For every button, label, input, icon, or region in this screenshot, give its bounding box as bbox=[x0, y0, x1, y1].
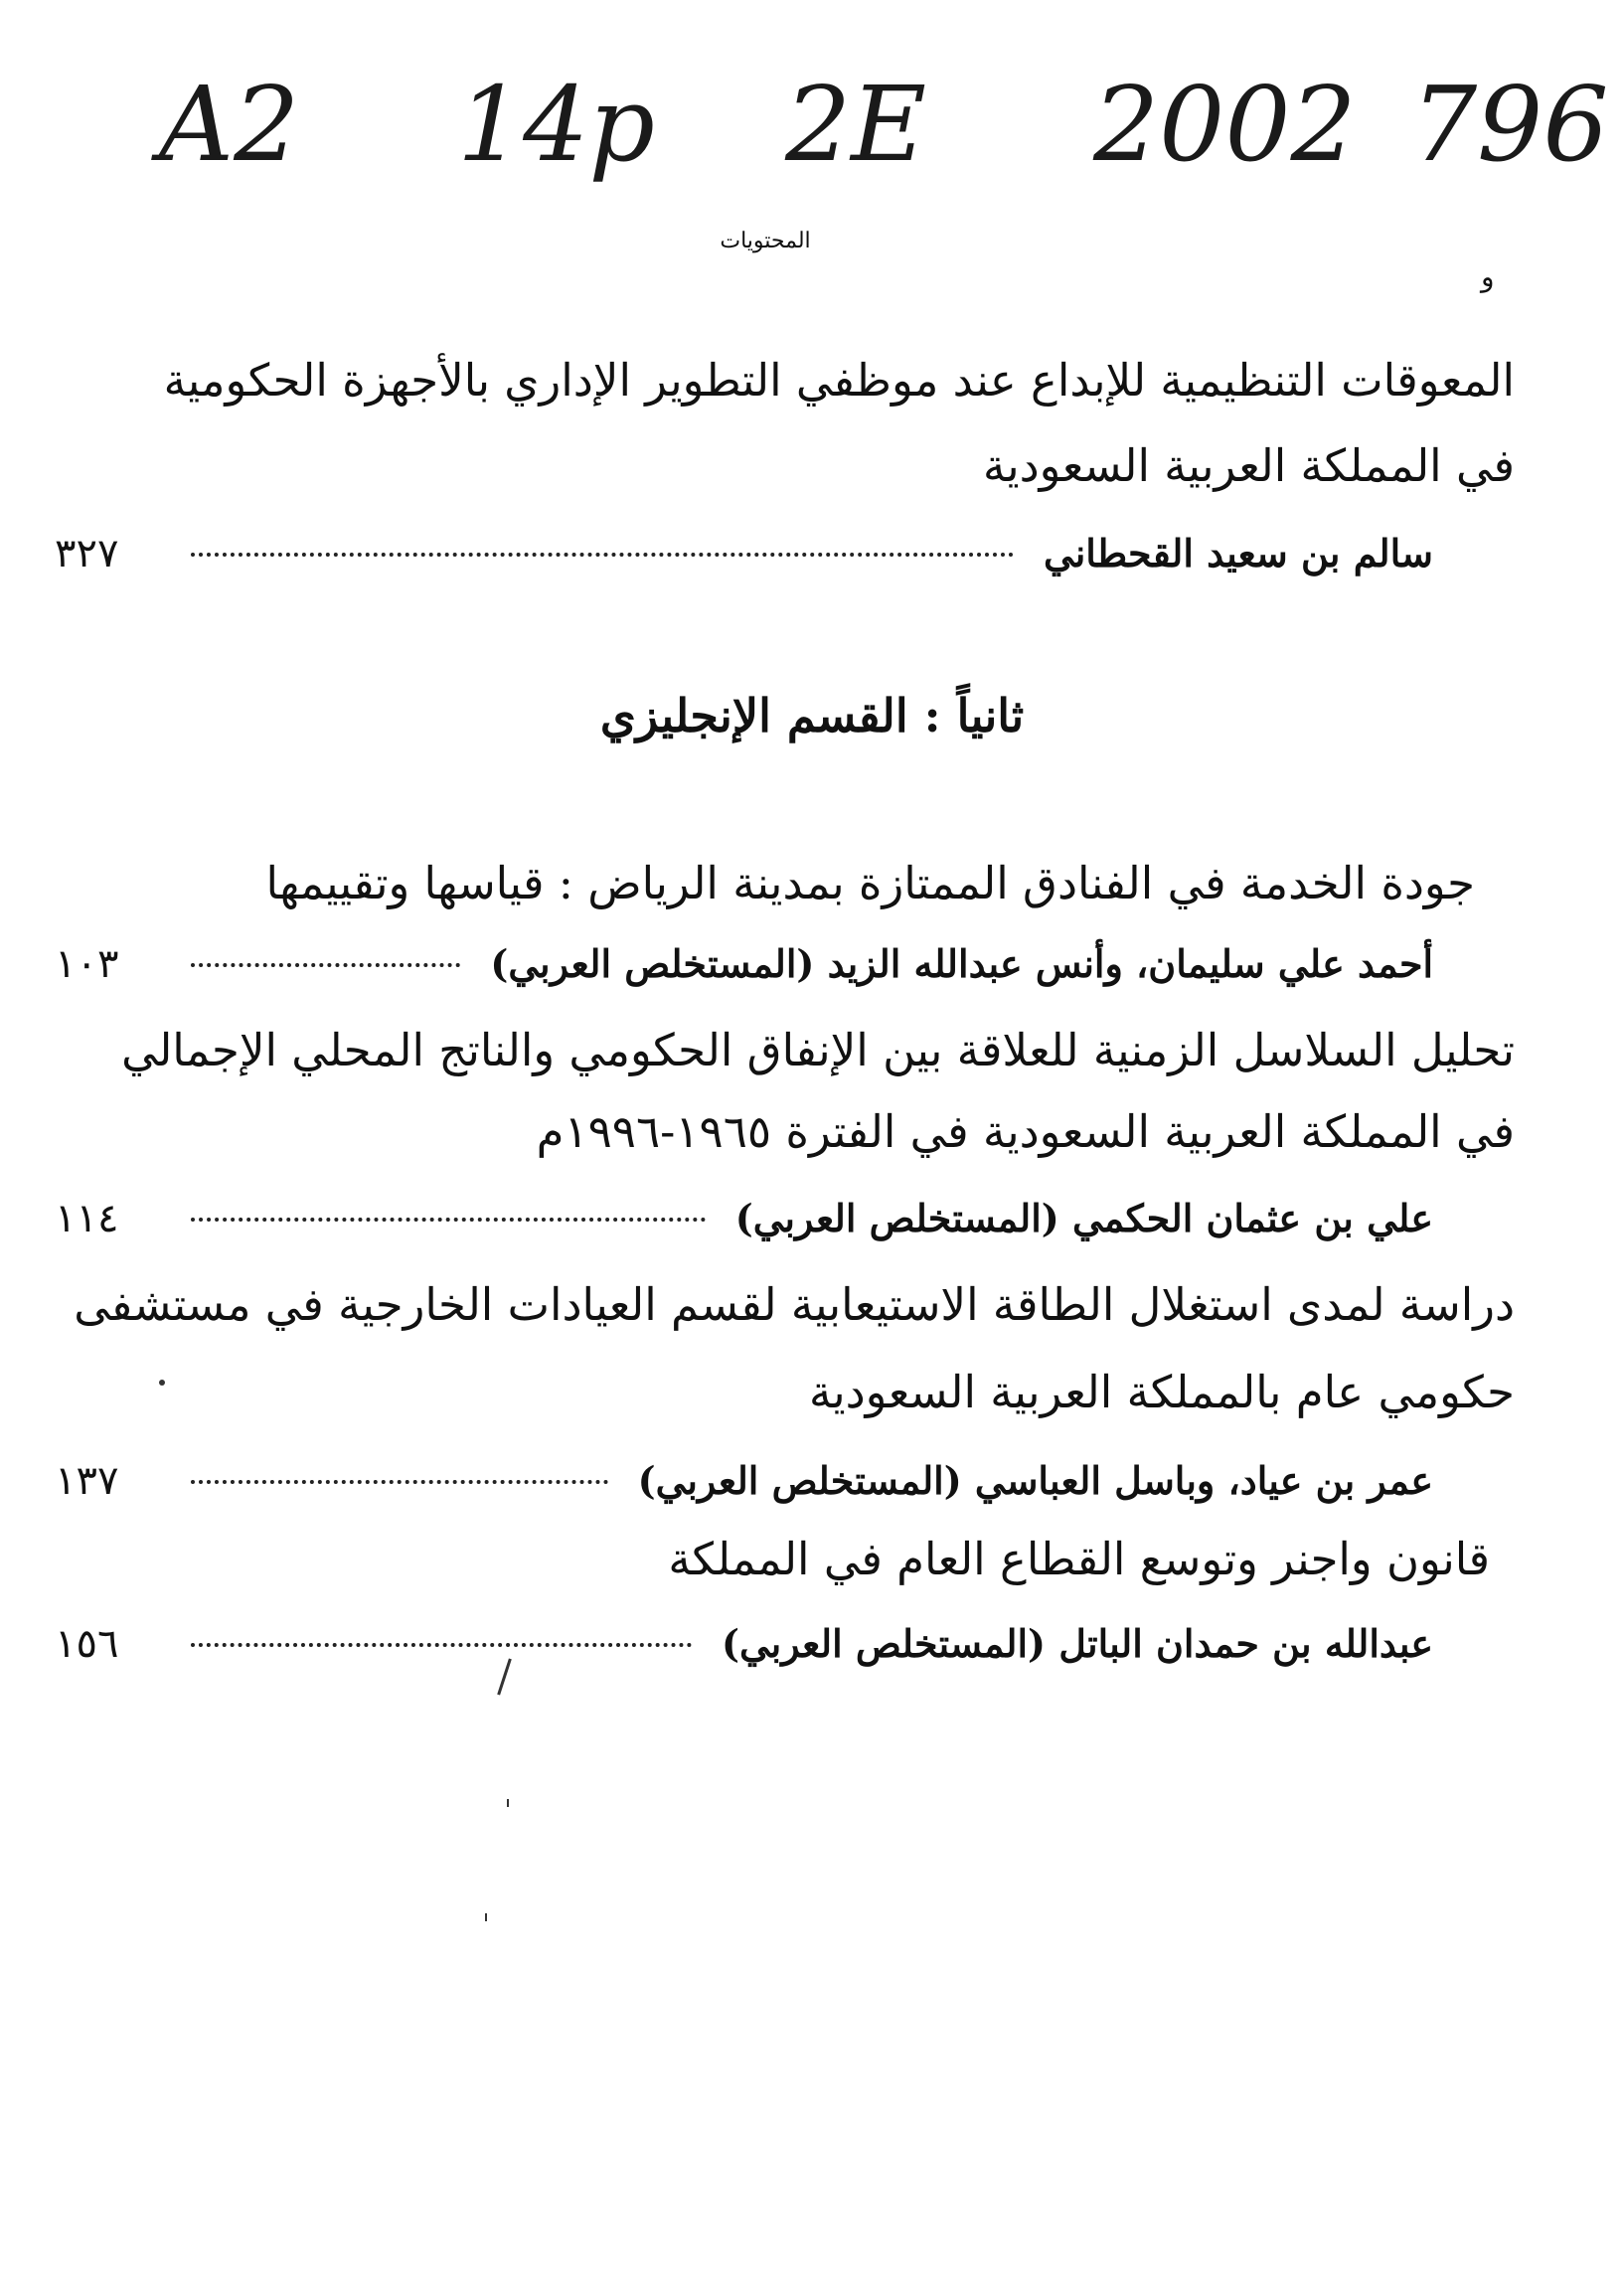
entry-author: أحمد علي سليمان، وأنس عبدالله الزيد (المستخلص العربي) bbox=[490, 941, 1433, 986]
entry-title-line: حكومي عام بالمملكة العربية السعودية bbox=[808, 1366, 1515, 1418]
running-head: المحتويات bbox=[720, 229, 811, 253]
page-mark: و bbox=[1481, 260, 1495, 293]
entry-page-number: ١٣٧ bbox=[55, 1458, 119, 1504]
entry-title-line: تحليل السلاسل الزمنية للعلاقة بين الإنفاق الحكومي والناتج المحلي الإجمالي bbox=[121, 1024, 1515, 1076]
entry-author-line bbox=[191, 1451, 1433, 1511]
handwritten-note-part: 796 bbox=[1411, 64, 1609, 185]
leader-dots bbox=[191, 1218, 706, 1222]
section-heading: ثانياً : القسم الإنجليزي bbox=[599, 689, 1025, 742]
entry-title-line: قانون واجنر وتوسع القطاع العام في المملكة bbox=[668, 1533, 1490, 1585]
entry-author: علي بن عثمان الحكمي (المستخلص العربي) bbox=[734, 1196, 1433, 1240]
entry-author-line bbox=[191, 934, 1433, 994]
scan-dot bbox=[485, 1913, 487, 1921]
entry-author-line bbox=[191, 524, 1433, 583]
entry-page-number: ١٥٦ bbox=[55, 1621, 119, 1667]
leader-dots bbox=[191, 963, 460, 967]
entry-title-line: المعوقات التنظيمية للإبداع عند موظفي التطوير الإداري بالأجهزة الحكومية bbox=[163, 354, 1515, 407]
leader-dots bbox=[191, 1480, 608, 1484]
entry-title-line: دراسة لمدى استغلال الطاقة الاستيعابية لقسم العيادات الخارجية في مستشفى bbox=[74, 1278, 1515, 1331]
entry-author: عمر بن عياد، وباسل العباسي (المستخلص العربي) bbox=[637, 1458, 1433, 1503]
entry-author: عبدالله بن حمدان الباتل (المستخلص العربي) bbox=[721, 1621, 1433, 1666]
entry-title-line: في المملكة العربية السعودية bbox=[982, 439, 1515, 492]
handwritten-note bbox=[159, 50, 1609, 199]
leader-dots bbox=[191, 1643, 692, 1647]
entry-author-line bbox=[191, 1614, 1433, 1674]
entry-page-number: ٣٢٧ bbox=[55, 531, 119, 576]
scan-dot bbox=[507, 1799, 509, 1807]
leader-dots bbox=[191, 553, 1014, 557]
scan-dot bbox=[159, 1380, 165, 1386]
entry-page-number: ١٠٣ bbox=[55, 941, 119, 987]
entry-page-number: ١١٤ bbox=[55, 1196, 119, 1241]
handwritten-note-part: 2E bbox=[785, 64, 927, 185]
entry-title-line: جودة الخدمة في الفنادق الممتازة بمدينة الرياض : قياسها وتقييمها bbox=[265, 857, 1475, 909]
entry-author: سالم بن سعيد القحطاني bbox=[1044, 531, 1433, 575]
handwritten-note-part: A2 bbox=[159, 64, 300, 185]
handwritten-note-part: 2002 bbox=[1093, 64, 1357, 185]
entry-author-line bbox=[191, 1189, 1433, 1248]
entry-title-line: في المملكة العربية السعودية في الفترة ١٩٦٥-١٩٩٦م bbox=[536, 1105, 1515, 1158]
handwritten-note-part: 14p bbox=[457, 64, 655, 185]
